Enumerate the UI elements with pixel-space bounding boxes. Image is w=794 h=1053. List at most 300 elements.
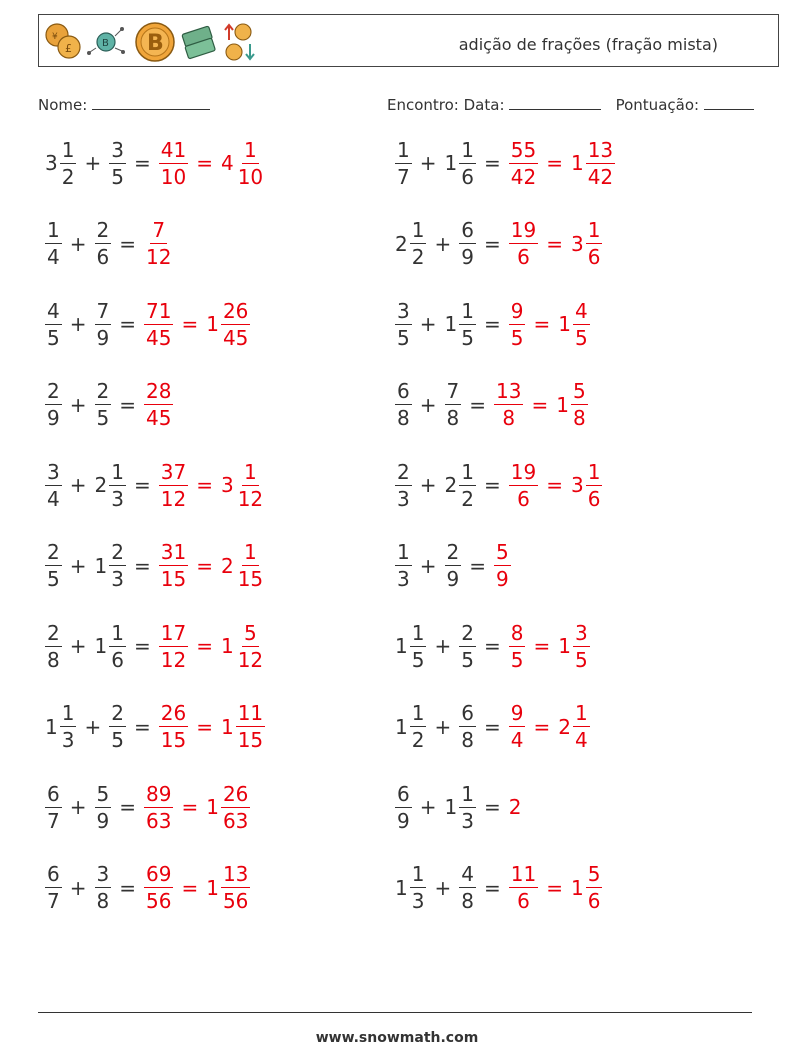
second-addend (107, 137, 128, 189)
first-addend (43, 459, 64, 511)
second-addend (93, 542, 128, 589)
answer-equals-sign: = (181, 875, 199, 900)
problem-item (43, 536, 267, 596)
plus-sign: + (419, 151, 437, 175)
name-field (38, 95, 210, 114)
numerator: 41 (160, 137, 187, 162)
denominator: 9 (96, 808, 110, 833)
first-addend (393, 381, 414, 428)
answer-equals-sign: = (533, 634, 551, 658)
first-addend (43, 864, 64, 911)
plus-sign: + (84, 714, 102, 739)
denominator: 10 (237, 164, 264, 189)
denominator: 12 (146, 245, 172, 269)
second-addend (443, 781, 478, 833)
improper-answer-fraction (144, 381, 173, 428)
second-addend (443, 298, 478, 350)
denominator: 2 (411, 728, 425, 752)
problem-item (393, 294, 592, 354)
equals-sign: = (119, 875, 136, 900)
numerator: 11 (237, 701, 264, 725)
numerator: 1 (411, 701, 425, 725)
plus-sign: + (434, 231, 452, 256)
denominator: 56 (146, 889, 172, 913)
denominator: 9 (96, 325, 110, 350)
numerator: 1 (587, 218, 601, 242)
denominator: 7 (397, 164, 410, 189)
plus-sign: + (69, 795, 87, 819)
answer-equals-sign: = (546, 231, 563, 256)
numerator: 5 (587, 862, 601, 886)
improper-answer (492, 542, 513, 589)
mixed-answer-whole: 4 (220, 151, 234, 175)
denominator: 9 (446, 567, 460, 591)
problem-item (393, 375, 590, 435)
second-addend (107, 703, 128, 750)
denominator: 3 (411, 889, 425, 913)
mixed-answer-whole: 1 (220, 634, 234, 658)
answer-equals-sign: = (196, 634, 213, 658)
mixed-answer-fraction (236, 620, 265, 672)
numerator: 1 (244, 540, 257, 564)
improper-answer (157, 703, 190, 750)
second-addend (457, 703, 478, 750)
mixed-answer-fraction (236, 542, 265, 589)
denominator: 5 (510, 647, 524, 672)
equals-sign: = (483, 473, 501, 497)
first-addend-fraction (45, 781, 62, 833)
denominator: 5 (461, 647, 474, 672)
problem-item (393, 455, 604, 515)
equals-sign: = (119, 312, 136, 336)
problem-item (393, 697, 592, 757)
numerator: 7 (152, 218, 166, 242)
denominator: 9 (47, 406, 60, 430)
numerator: 69 (146, 862, 172, 886)
answer (142, 781, 252, 833)
answer-equals-sign: = (181, 312, 199, 336)
denominator: 12 (160, 647, 187, 672)
plus-sign: + (69, 231, 87, 256)
mixed-answer-whole: 1 (558, 634, 571, 658)
improper-answer-fraction (494, 381, 523, 428)
numerator: 5 (244, 620, 257, 645)
first-addend (393, 864, 428, 911)
denominator: 7 (47, 808, 60, 833)
numerator: 5 (96, 781, 110, 806)
improper-answer (142, 381, 175, 428)
denominator: 2 (61, 164, 75, 189)
mixed-answer (219, 703, 267, 750)
second-addend-fraction (459, 459, 476, 511)
denominator: 8 (446, 406, 460, 430)
answer-equals-sign: = (533, 312, 551, 336)
answer (507, 864, 605, 911)
mixed-answer (554, 381, 589, 428)
numerator: 2 (96, 379, 110, 403)
mixed-answer-fraction (221, 781, 250, 833)
numerator: 9 (510, 701, 524, 725)
denominator: 5 (574, 647, 588, 672)
numerator: 1 (461, 137, 474, 162)
denominator: 3 (461, 808, 474, 833)
equals-sign: = (483, 795, 501, 819)
denominator: 15 (160, 728, 187, 752)
denominator: 5 (111, 164, 124, 189)
improper-answer-fraction (509, 298, 526, 350)
second-addend-fraction (459, 298, 476, 350)
first-addend (393, 542, 414, 589)
first-addend (393, 620, 428, 672)
numerator: 2 (111, 540, 124, 564)
second-addend-fraction (459, 137, 476, 189)
first-addend-fraction (45, 864, 62, 911)
problem-item (43, 214, 175, 274)
denominator: 8 (397, 406, 410, 430)
score-blank (704, 95, 754, 110)
improper-answer-fraction (144, 864, 173, 911)
meeting-label: Encontro: Data: (387, 96, 505, 114)
second-addend-fraction (95, 298, 112, 350)
answer (507, 220, 605, 267)
first-addend-fraction (395, 459, 412, 511)
improper-answer-fraction (159, 459, 188, 511)
equals-sign: = (469, 553, 486, 578)
second-addend-fraction (109, 137, 126, 189)
answer-equals-sign: = (196, 473, 213, 497)
plus-sign: + (419, 392, 437, 417)
mixed-answer-whole: 3 (570, 473, 584, 497)
improper-answer (507, 864, 540, 911)
answer-equals-sign: = (546, 151, 563, 175)
improper-answer (507, 298, 528, 350)
numerator: 1 (574, 701, 588, 725)
mixed-answer-fraction (221, 298, 250, 350)
coins-icon (46, 24, 80, 58)
plus-sign: + (434, 714, 452, 739)
problem-item (393, 536, 513, 596)
numerator: 37 (160, 459, 187, 484)
second-addend-whole: 2 (94, 473, 108, 497)
numerator: 3 (397, 298, 410, 323)
second-addend-whole: 1 (94, 553, 108, 578)
denominator: 3 (111, 567, 124, 591)
improper-answer-fraction (509, 220, 538, 267)
plus-sign: + (69, 392, 87, 417)
mixed-answer-whole: 1 (570, 151, 584, 175)
problem-item (43, 455, 267, 515)
answer (507, 137, 617, 189)
first-addend-whole: 1 (395, 714, 408, 739)
second-addend-fraction (95, 781, 112, 833)
problem-item (43, 375, 175, 435)
second-addend-fraction (109, 703, 126, 750)
improper-answer-fraction (144, 298, 173, 350)
improper-answer-fraction (509, 703, 526, 750)
answer (507, 298, 592, 350)
first-addend-fraction (45, 542, 62, 589)
denominator: 6 (111, 647, 124, 672)
mixed-answer-fraction (236, 703, 265, 750)
improper-answer (507, 459, 540, 511)
svg-text:B: B (102, 38, 109, 49)
numerator: 2 (461, 620, 474, 645)
plus-sign: + (419, 553, 437, 578)
answer-equals-sign: = (196, 553, 213, 578)
first-addend-fraction (395, 381, 412, 428)
denominator: 4 (47, 245, 60, 269)
denominator: 5 (510, 325, 524, 350)
first-addend (43, 703, 78, 750)
plus-sign: + (69, 473, 87, 497)
second-addend-whole: 2 (444, 473, 458, 497)
denominator: 5 (397, 325, 410, 350)
first-addend (393, 781, 414, 833)
numerator: 2 (111, 701, 124, 725)
second-addend (93, 781, 114, 833)
denominator: 5 (47, 567, 60, 591)
numerator: 4 (461, 862, 474, 886)
denominator: 5 (411, 647, 425, 672)
numerator: 6 (47, 862, 60, 886)
numerator: 1 (61, 701, 75, 725)
mixed-answer (556, 298, 591, 350)
footer-url: www.snowmath.com (315, 1030, 479, 1046)
improper-answer-fraction (144, 781, 173, 833)
numerator: 13 (222, 862, 249, 886)
equals-sign: = (483, 634, 501, 658)
answer (507, 459, 605, 511)
problem-item (43, 777, 252, 837)
mixed-answer-fraction (236, 137, 265, 189)
exchange-icon (225, 24, 254, 60)
problem-item (393, 858, 604, 918)
denominator: 8 (572, 406, 586, 430)
mixed-answer-whole: 1 (206, 875, 219, 900)
first-addend-fraction (410, 620, 427, 672)
mixed-answer-fraction (221, 864, 250, 911)
denominator: 6 (96, 245, 110, 269)
equals-sign: = (133, 151, 151, 175)
numerator: 19 (510, 218, 537, 242)
mixed-answer (204, 864, 252, 911)
numerator: 4 (574, 298, 588, 323)
second-addend-fraction (459, 220, 476, 267)
denominator: 63 (146, 808, 172, 833)
bitcoin-coin-icon (136, 23, 174, 61)
answer (507, 703, 592, 750)
problem-item (393, 133, 617, 193)
second-addend (443, 381, 464, 428)
date-blank (509, 95, 601, 110)
numerator: 3 (47, 459, 60, 484)
numerator: 6 (461, 701, 474, 725)
answer (157, 459, 267, 511)
first-addend-fraction (410, 220, 427, 267)
first-addend-fraction (45, 381, 62, 428)
first-addend (43, 781, 64, 833)
plus-sign: + (419, 312, 437, 336)
denominator: 3 (397, 567, 410, 591)
denominator: 42 (587, 164, 614, 189)
equals-sign: = (133, 473, 151, 497)
plus-sign: + (69, 875, 87, 900)
equals-sign: = (469, 392, 486, 417)
numerator: 11 (510, 862, 537, 886)
meeting-score-field (387, 95, 754, 114)
improper-answer-fraction (159, 137, 188, 189)
answer-equals-sign: = (533, 714, 551, 739)
answer (142, 381, 175, 428)
equals-sign: = (133, 634, 151, 658)
svg-text:B: B (147, 31, 164, 56)
numerator: 2 (397, 459, 410, 484)
denominator: 8 (461, 728, 474, 752)
first-addend-fraction (395, 298, 412, 350)
denominator: 42 (510, 164, 537, 189)
plus-sign: + (84, 151, 102, 175)
problem-item (43, 616, 267, 676)
mixed-answer-fraction (236, 459, 265, 511)
numerator: 6 (461, 218, 474, 242)
denominator: 5 (461, 325, 474, 350)
first-addend-fraction (45, 220, 62, 267)
improper-answer (142, 298, 175, 350)
numerator: 2 (47, 620, 60, 645)
denominator: 4 (574, 728, 588, 752)
numerator: 1 (244, 137, 257, 162)
second-addend-fraction (109, 459, 126, 511)
mixed-answer-fraction (586, 220, 603, 267)
improper-answer (507, 620, 528, 672)
numerator: 1 (411, 620, 425, 645)
mixed-answer-fraction (573, 298, 590, 350)
answer-equals-sign: = (181, 795, 199, 819)
first-addend (43, 542, 64, 589)
improper-answer (142, 864, 175, 911)
numerator: 71 (146, 298, 172, 323)
first-addend-fraction (60, 703, 77, 750)
mixed-answer-whole: 2 (558, 714, 571, 739)
first-addend-fraction (60, 137, 77, 189)
improper-answer (157, 137, 190, 189)
second-addend-fraction (445, 381, 462, 428)
numerator: 1 (61, 137, 75, 162)
mixed-answer-fraction (586, 864, 603, 911)
denominator: 12 (237, 486, 264, 511)
numerator: 55 (510, 137, 537, 162)
denominator: 6 (587, 486, 601, 511)
mixed-answer-fraction (571, 381, 588, 428)
plus-sign: + (419, 795, 437, 819)
second-addend (93, 459, 128, 511)
denominator: 3 (111, 486, 124, 511)
equals-sign: = (483, 714, 501, 739)
mixed-answer (569, 459, 604, 511)
equals-sign: = (483, 875, 501, 900)
improper-answer (142, 781, 175, 833)
answer (157, 542, 267, 589)
mixed-answer (219, 620, 267, 672)
second-addend (457, 220, 478, 267)
equals-sign: = (119, 231, 136, 256)
denominator: 6 (461, 164, 474, 189)
denominator: 7 (47, 889, 60, 913)
denominator: 8 (96, 889, 110, 913)
cash-icon (182, 26, 216, 59)
mixed-answer-whole: 1 (206, 795, 219, 819)
second-addend (93, 220, 114, 267)
equals-sign: = (483, 151, 501, 175)
plus-sign: + (69, 312, 87, 336)
mixed-answer (556, 703, 591, 750)
denominator: 6 (587, 245, 601, 269)
svg-text:£: £ (65, 42, 72, 55)
problem-item (43, 294, 252, 354)
mixed-answer-fraction (586, 459, 603, 511)
second-addend-whole: 1 (444, 795, 458, 819)
improper-answer (492, 381, 525, 428)
denominator: 8 (502, 406, 516, 430)
first-addend-fraction (410, 864, 427, 911)
numerator: 6 (47, 781, 60, 806)
numerator: 6 (397, 781, 410, 806)
numerator: 3 (111, 137, 124, 162)
plus-sign: + (69, 634, 87, 658)
mixed-answer (219, 459, 267, 511)
first-addend-fraction (45, 620, 62, 672)
denominator: 45 (222, 325, 249, 350)
denominator: 15 (237, 728, 264, 752)
first-addend (43, 298, 64, 350)
numerator: 13 (587, 137, 614, 162)
numerator: 1 (397, 137, 410, 162)
second-addend-whole: 1 (94, 634, 108, 658)
plus-sign: + (419, 473, 437, 497)
answer-equals-sign: = (196, 151, 213, 175)
mixed-answer-whole: 1 (558, 312, 571, 336)
improper-answer-fraction (159, 703, 188, 750)
denominator: 45 (146, 406, 172, 430)
second-addend-fraction (109, 620, 126, 672)
denominator: 2 (411, 245, 425, 269)
answer (142, 298, 252, 350)
first-addend (393, 220, 428, 267)
answer-equals-sign: = (196, 714, 213, 739)
first-addend-whole: 1 (45, 714, 58, 739)
numerator: 1 (111, 620, 124, 645)
denominator: 10 (160, 164, 187, 189)
numerator: 26 (160, 701, 187, 725)
problem-item (393, 777, 521, 837)
footer-rule (38, 1012, 752, 1013)
numerator: 6 (397, 379, 410, 403)
equals-sign: = (133, 553, 151, 578)
numerator: 1 (47, 218, 60, 242)
numerator: 28 (146, 379, 172, 403)
denominator: 15 (237, 567, 264, 591)
improper-answer-whole: 2 (508, 795, 522, 819)
second-addend (93, 381, 114, 428)
denominator: 45 (146, 325, 172, 350)
denominator: 15 (160, 567, 187, 591)
equals-sign: = (119, 392, 136, 417)
denominator: 6 (517, 245, 530, 269)
denominator: 63 (222, 808, 249, 833)
first-addend-whole: 1 (395, 875, 408, 900)
denominator: 5 (47, 325, 60, 350)
plus-sign: + (434, 634, 452, 658)
